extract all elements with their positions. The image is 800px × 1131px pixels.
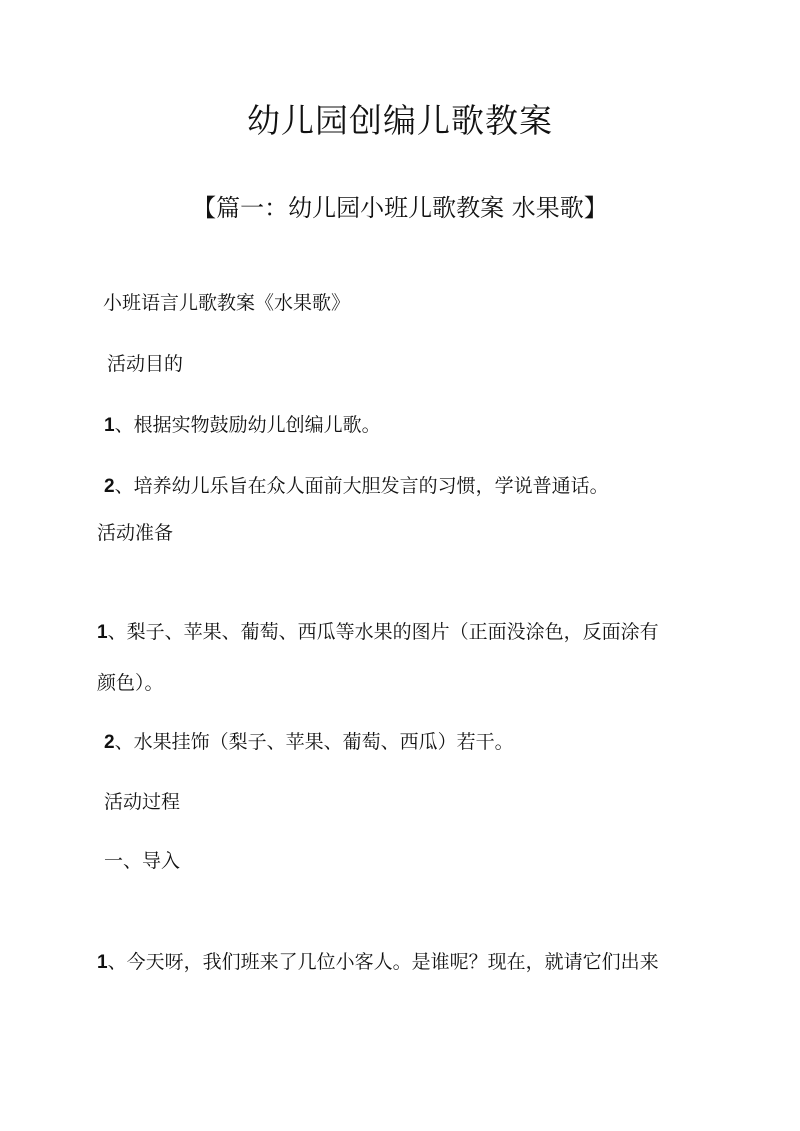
process-item [97, 953, 659, 972]
line-text: 、梨子、苹果、葡萄、西瓜等水果的图片（正面没涂色，反面涂有 [107, 621, 659, 643]
lesson-plan-heading [103, 294, 350, 313]
document-title: 幼儿园创编儿歌教案 [247, 101, 553, 140]
document-subtitle: 【篇一：幼儿园小班儿歌教案 水果歌】 [192, 194, 608, 222]
preparation-item-continued [97, 674, 164, 693]
subsection-heading-introduction [104, 852, 180, 871]
line-text: 、根据实物鼓励幼儿创编儿歌。 [114, 414, 381, 436]
objective-item [104, 477, 609, 496]
line-text: 、培养幼儿乐旨在众人面前大胆发言的习惯，学说普通话。 [114, 475, 609, 497]
line-text: 、水果挂饰（梨子、苹果、葡萄、西瓜）若干。 [114, 731, 514, 753]
section-heading-preparation [97, 524, 173, 543]
section-heading-process [104, 793, 180, 812]
line-text: 活动过程 [104, 791, 181, 813]
item-number: 1 [97, 952, 108, 973]
item-number: 1 [97, 622, 108, 643]
section-heading-objectives [107, 355, 183, 374]
line-text: 、今天呀，我们班来了几位小客人。是谁呢？现在，就请它们出来 [107, 951, 659, 973]
line-text: 活动准备 [97, 522, 174, 544]
line-text: 活动目的 [107, 353, 184, 375]
preparation-item [97, 623, 659, 642]
objective-item [104, 416, 381, 435]
item-number: 1 [104, 415, 115, 436]
line-text: 颜色）。 [97, 672, 164, 694]
item-number: 2 [104, 476, 115, 497]
preparation-item [104, 733, 514, 752]
line-text: 一、导入 [104, 850, 181, 872]
item-number: 2 [104, 732, 115, 753]
line-text: 小班语言儿歌教案《水果歌》 [103, 292, 351, 314]
